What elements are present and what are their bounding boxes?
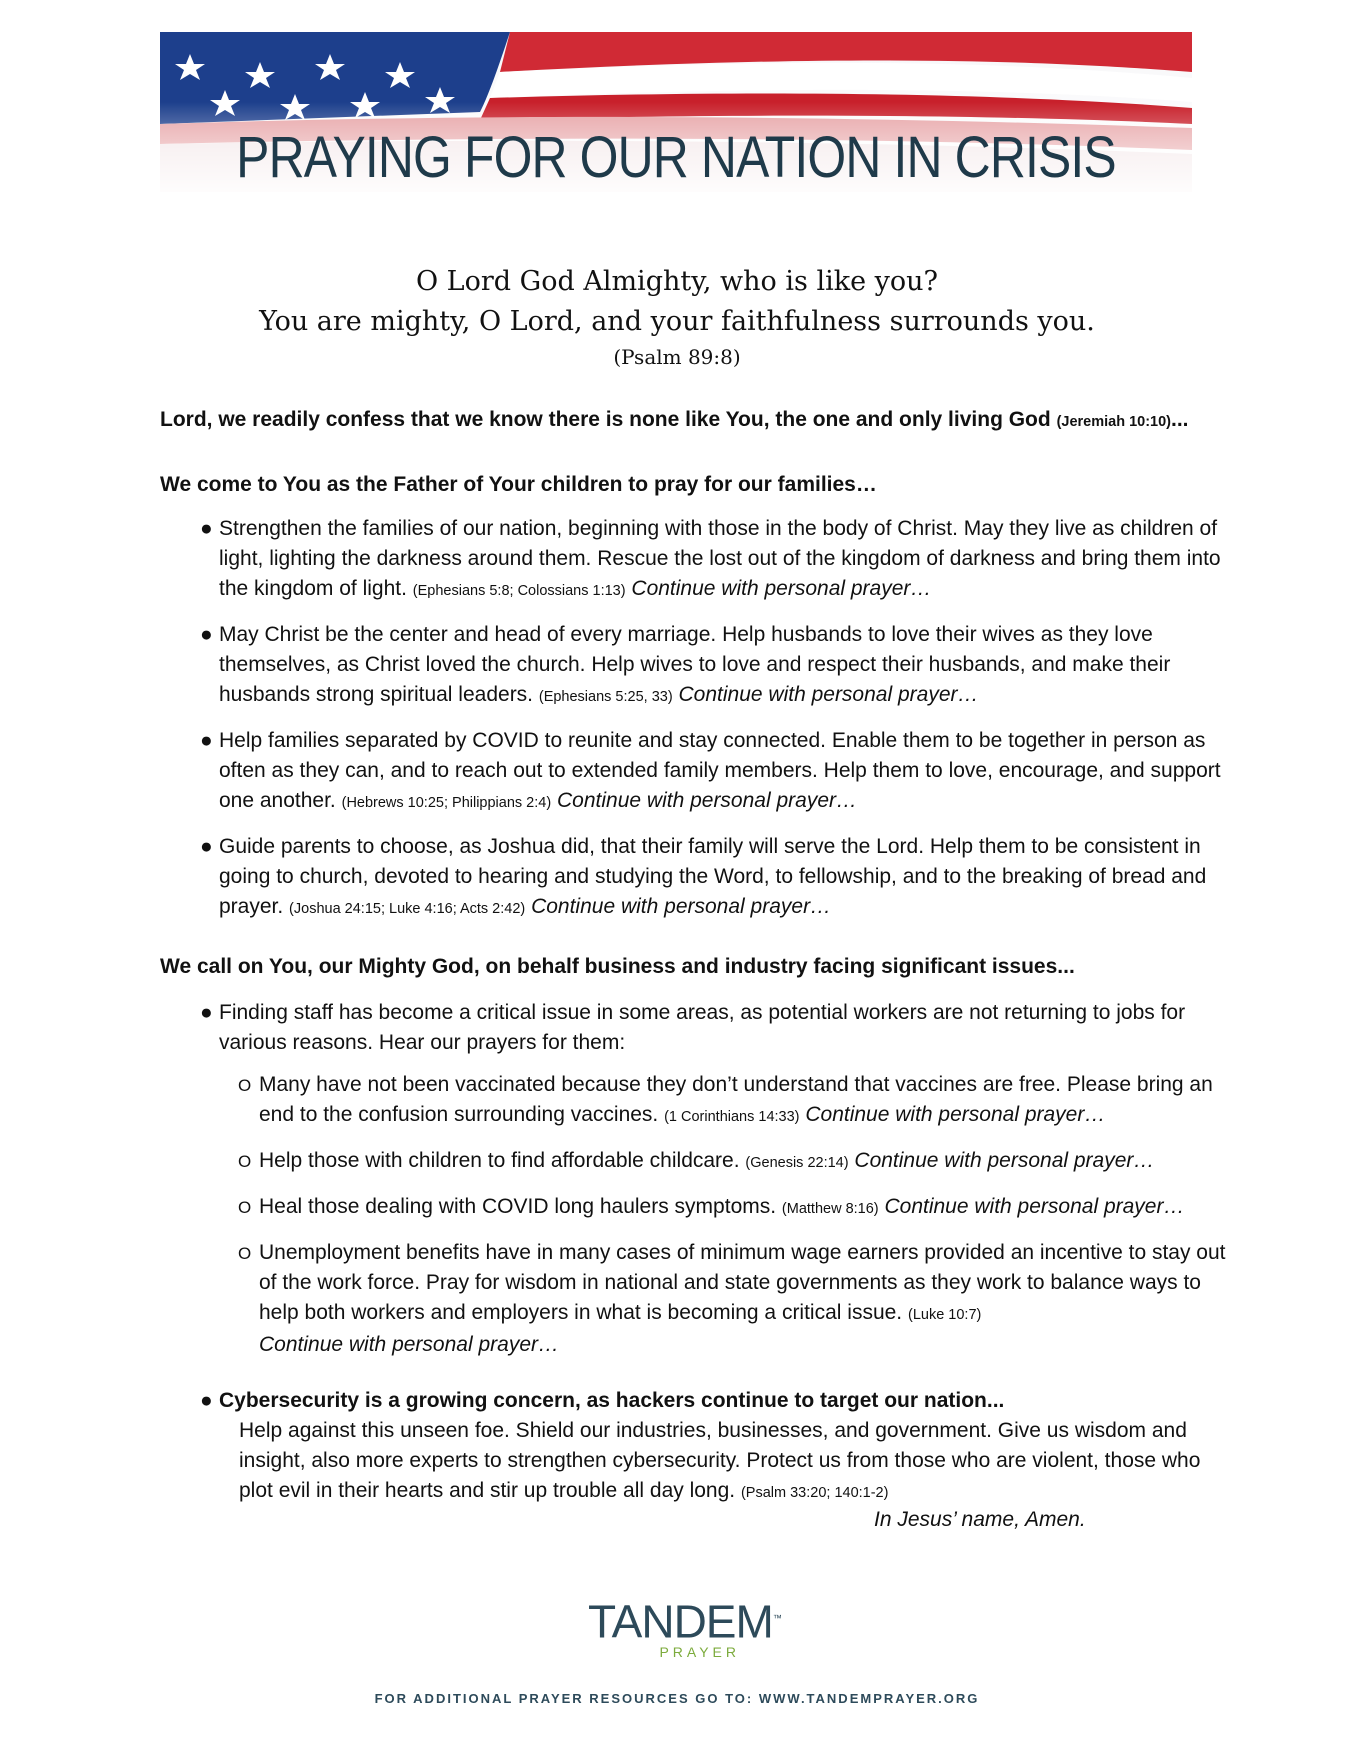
cybersecurity-text: Help against this unseen foe. Shield our industries, businesses, and government. Give us wisdom and insight, also more experts to strengthen cybersecurity. Protect us from those who are violent, those who plot evil in their hearts and stir up trouble all day long. (Psalm 33:20; 140:1-2) bbox=[239, 1419, 1201, 1502]
circle-bullet-icon: O bbox=[238, 1076, 252, 1095]
families-list bbox=[160, 514, 1240, 924]
scripture-ref: (Psalm 33:20; 140:1-2) bbox=[740, 1485, 889, 1501]
banner-title: PRAYING FOR OUR NATION IN CRISIS bbox=[236, 125, 1116, 190]
business-list bbox=[160, 998, 1240, 1058]
sub-list-item: O Many have not been vaccinated because they don’t understand that vaccines are free. Please bring an end to the confusion surrounding vaccines. (1 Corinthians 14:33) Continue with personal prayer… bbox=[238, 1073, 1213, 1126]
scripture-ref: (Joshua 24:15; Luke 4:16; Acts 2:42) bbox=[289, 901, 526, 917]
list-item: ● May Christ be the center and head of every marriage. Help husbands to love their wives as they love themselves, as Christ loved the church. Help wives to love and respect their husbands, and make their husbands strong spiritual leaders. (Ephesians 5:25, 33) Continue with personal prayer… bbox=[160, 620, 1240, 712]
sub-list-item: O Unemployment benefits have in many cases of minimum wage earners provided an incentive to stay out of the work force. Pray for wisdom in national and state governments as they work to balance ways to help both workers and employers in what is becoming a critical issue. (Luke 10:7) Continue with personal prayer… bbox=[238, 1241, 1226, 1356]
bullet-icon: ● bbox=[200, 623, 213, 646]
scripture-ref: (Genesis 22:14) bbox=[745, 1155, 849, 1171]
families-heading: We come to You as the Father of Your children to pray for our families… bbox=[160, 473, 877, 496]
scripture-ref: (Matthew 8:16) bbox=[781, 1201, 879, 1217]
circle-bullet-icon: O bbox=[238, 1244, 252, 1263]
confession-paragraph: Lord, we readily confess that we know there is none like You, the one and only living God (Jeremiah 10:10)... bbox=[160, 408, 1189, 431]
verse-reference: (Psalm 89:8) bbox=[613, 345, 741, 369]
bullet-icon: ● bbox=[200, 1001, 213, 1024]
list-item: ● Help families separated by COVID to reunite and stay connected. Enable them to be together in person as often as they can, and to reach out to extended family members. Help them to love, encourage, and support one another. (Hebrews 10:25; Philippians 2:4) Continue with personal prayer… bbox=[160, 726, 1240, 818]
staff-sublist bbox=[160, 1070, 1240, 1360]
bullet-icon: ● bbox=[200, 1389, 213, 1412]
verse-line-1: O Lord God Almighty, who is like you? bbox=[415, 266, 939, 297]
scripture-ref: (Jeremiah 10:10) bbox=[1056, 414, 1172, 430]
list-item: ● Guide parents to choose, as Joshua did, that their family will serve the Lord. Help them to be consistent in going to church, devoted to hearing and studying the Word, to fellowship, and to the breaking of bread and prayer. (Joshua 24:15; Luke 4:16; Acts 2:42) Continue with personal prayer… bbox=[160, 832, 1240, 924]
scripture-ref: (Ephesians 5:25, 33) bbox=[538, 689, 673, 705]
bullet-icon: ● bbox=[200, 729, 213, 752]
prayer-content bbox=[160, 405, 1240, 1508]
sub-list-item: O Heal those dealing with COVID long haulers symptoms. (Matthew 8:16) Continue with personal prayer… bbox=[160, 1192, 1240, 1224]
list-item: ● Finding staff has become a critical issue in some areas, as potential workers are not returning to jobs for various reasons. Hear our prayers for them: bbox=[160, 998, 1240, 1058]
scripture-ref: (Hebrews 10:25; Philippians 2:4) bbox=[341, 795, 552, 811]
closing-amen: In Jesus’ name, Amen. bbox=[874, 1508, 1086, 1531]
bullet-icon: ● bbox=[200, 835, 213, 858]
scripture-verse bbox=[0, 262, 1354, 372]
scripture-ref: (Ephesians 5:8; Colossians 1:13) bbox=[412, 583, 626, 599]
sub-list-item: O Help those with children to find affordable childcare. (Genesis 22:14) Continue with personal prayer… bbox=[160, 1146, 1240, 1178]
list-item: ● Strengthen the families of our nation, beginning with those in the body of Christ. May they live as children of light, lighting the darkness around them. Rescue the lost out of the kingdom of darkness and bring them into the kingdom of light. (Ephesians 5:8; Colossians 1:13) Continue with personal prayer… bbox=[160, 514, 1240, 606]
business-heading: We call on You, our Mighty God, on behalf business and industry facing significant issues... bbox=[160, 955, 1075, 978]
tandem-prayer-logo bbox=[588, 1590, 781, 1670]
list-item bbox=[160, 1386, 1240, 1508]
cybersecurity-heading: Cybersecurity is a growing concern, as hackers continue to target our nation... bbox=[219, 1389, 1005, 1412]
verse-line-2: You are mighty, O Lord, and your faithfulness surrounds you. bbox=[259, 306, 1095, 337]
scripture-ref: (Luke 10:7) bbox=[907, 1307, 982, 1323]
footer-resources: FOR ADDITIONAL PRAYER RESOURCES GO TO: WWW.TANDEMPRAYER.ORG bbox=[374, 1691, 980, 1706]
logo-subtitle: PRAYER bbox=[659, 1644, 740, 1660]
logo-wordmark: TANDEM™ bbox=[588, 1595, 781, 1648]
bullet-icon: ● bbox=[200, 517, 213, 540]
scripture-ref: (1 Corinthians 14:33) bbox=[664, 1109, 800, 1125]
circle-bullet-icon: O bbox=[238, 1198, 252, 1217]
circle-bullet-icon: O bbox=[238, 1152, 252, 1171]
header-banner bbox=[160, 32, 1192, 192]
cybersecurity-list bbox=[160, 1386, 1240, 1508]
